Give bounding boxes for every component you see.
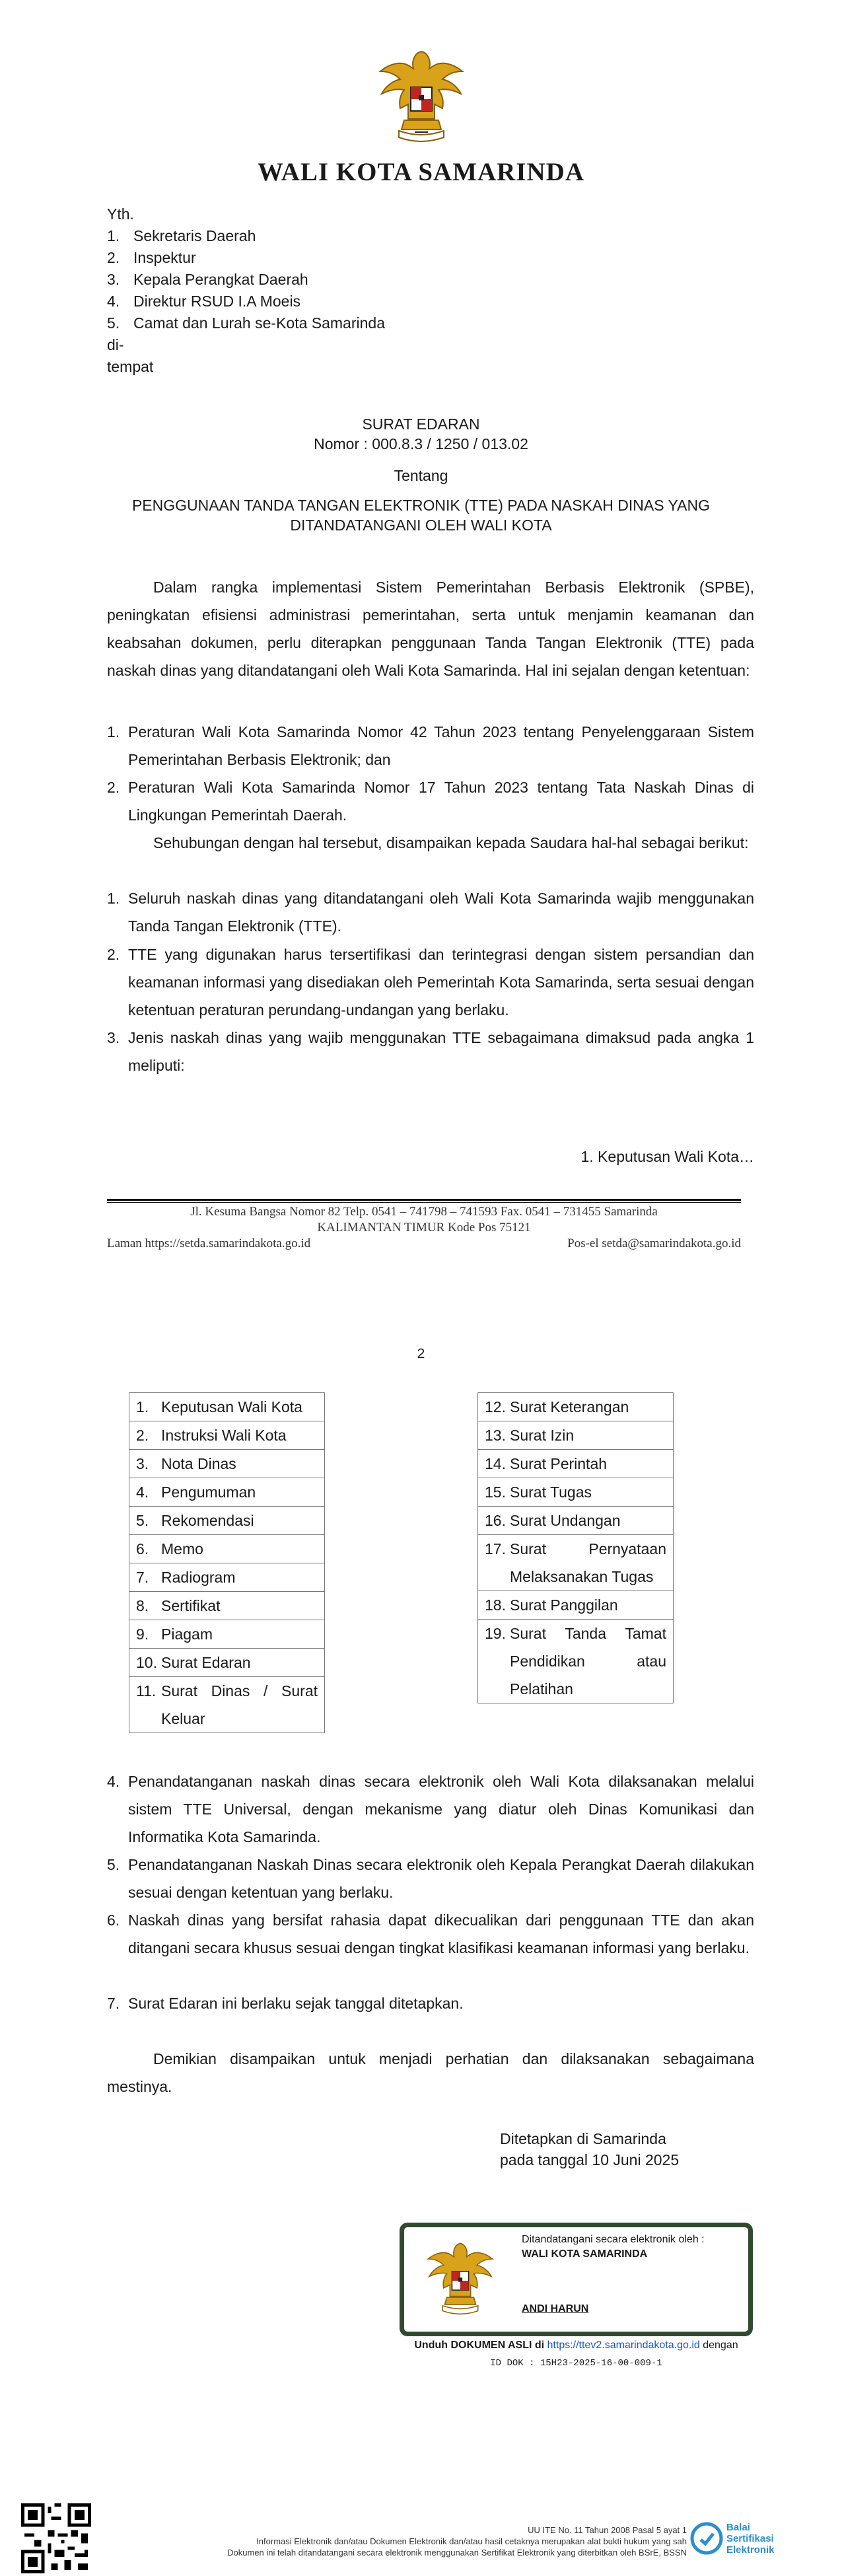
letter-tentang: Tentang [394, 467, 448, 484]
letter-type: SURAT EDARAN [362, 415, 480, 433]
footer-website: Laman https://setda.samarindakota.go.id [107, 1236, 311, 1250]
point-item: 3. Jenis naskah dinas yang wajib menggunakan TTE sebagaimana dimaksud pada angka 1 meliputi: [107, 1029, 754, 1074]
signature-name: ANDI HARUN [522, 2303, 589, 2314]
garuda-emblem-icon [424, 2239, 497, 2322]
table-row: 6. Memo [129, 1535, 325, 1563]
recipient-block [107, 203, 385, 378]
document-id: ID DOK : 15H23-2025-16-00-009-1 [490, 2358, 662, 2369]
download-link[interactable]: https://ttev2.samarindakota.go.id [547, 2340, 700, 2351]
table-row: 2. Instruksi Wali Kota [129, 1421, 325, 1450]
footer-divider-thin [107, 1202, 741, 1203]
footer-email: Pos-el setda@samarindakota.go.id [567, 1236, 741, 1250]
point-item: 5. Penandatanganan Naskah Dinas secara elektronik oleh Kepala Perangkat Daerah dilakukan sesuai dengan ketentuan yang berlaku. [107, 1856, 754, 1901]
table-row: 12. Surat Keterangan [478, 1393, 674, 1421]
letter-subject-line1: PENGGUNAAN TANDA TANGAN ELEKTRONIK (TTE) PADA NASKAH DINAS YANG [131, 497, 711, 514]
point-item: 1. Seluruh naskah dinas yang ditandatangani oleh Wali Kota Samarinda wajib menggunakan Tanda Tangan Elektronik (TTE). [107, 890, 754, 935]
e-signature-box [400, 2223, 753, 2336]
table-row: 10. Surat Edaran [129, 1649, 325, 1677]
regulation-item: 1. Peraturan Wali Kota Samarinda Nomor 42 Tahun 2023 tentang Penyelenggaraan Sistem Pemerintahan Berbasis Elektronik; dan [107, 723, 754, 768]
table-row: 14. Surat Perintah [478, 1450, 674, 1478]
recipient-item: 3. Kepala Perangkat Daerah [107, 271, 308, 288]
table-row: 9. Piagam [129, 1620, 325, 1649]
signature-position: WALI KOTA SAMARINDA [522, 2248, 648, 2260]
closing-paragraph: Demikian disampaikan untuk menjadi perhatian dan dilaksanakan sebagaimana mestinya. [107, 2050, 754, 2095]
ditetapkan-text: Ditetapkan di Samarinda [500, 2130, 666, 2147]
point-item: 2. TTE yang digunakan harus tersertifikasi dan terintegrasi dengan sistem persandian dan keamanan informasi yang disediakan oleh Pemerintah Kota Samarinda, serta sesuai dengan ketentuan peraturan perundang-undangan yang berlaku. [107, 946, 754, 1019]
footer-address-line2: KALIMANTAN TIMUR Kode Pos 75121 [317, 1221, 531, 1234]
recipient-tempat: tempat [107, 358, 154, 375]
table-row: 5. Rekomendasi [129, 1507, 325, 1535]
document-types-table-right [477, 1392, 674, 1703]
regulation-item: 2. Peraturan Wali Kota Samarinda Nomor 17 Tahun 2023 tentang Tata Naskah Dinas di Lingkungan Pemerintah Daerah. [107, 779, 754, 824]
recipient-item: 5. Camat dan Lurah se-Kota Samarinda [107, 314, 385, 332]
signature-label: Ditandatangani secara elektronik oleh : [522, 2234, 705, 2245]
recipient-di: di- [107, 336, 124, 353]
bsre-logo-text: Balai Sertifikasi Elektronik [726, 2522, 775, 2556]
footer-address-line1: Jl. Kesuma Bangsa Nomor 82 Telp. 0541 – 741798 – 741593 Fax. 0541 – 731455 Samarinda [190, 1205, 658, 1219]
table-row: 4. Pengumuman [129, 1478, 325, 1507]
footer-divider [107, 1199, 741, 1201]
page-number: 2 [417, 1346, 425, 1361]
continuation-text: 1. Keputusan Wali Kota… [580, 1148, 754, 1165]
table-row: 15. Surat Tugas [478, 1478, 674, 1507]
recipient-item: 4. Direktur RSUD I.A Moeis [107, 293, 301, 310]
recipient-item: 1. Sekretaris Daerah [107, 227, 256, 244]
table-row: 1. Keputusan Wali Kota [129, 1393, 325, 1421]
intro-paragraph: Dalam rangka implementasi Sistem Pemerintahan Berbasis Elektronik (SPBE), peningkatan efisiensi administrasi pemerintahan, serta untuk menjamin keamanan dan keabsahan dokumen, perlu diterapkan penggunaan Tanda Tangan Elektronik (TTE) pada naskah dinas yang ditandatangani oleh Wali Kota Samarinda. Hal ini sejalan dengan ketentuan: [107, 579, 754, 679]
point-item: 7. Surat Edaran ini berlaku sejak tanggal ditetapkan. [107, 1995, 464, 2012]
document-types-table-left [129, 1392, 325, 1733]
salutation: Yth. [107, 205, 134, 223]
garuda-emblem-icon [375, 46, 468, 152]
qr-code-icon [21, 2503, 91, 2573]
letterhead-title: WALI KOTA SAMARINDA [258, 158, 584, 186]
table-row: 13. Surat Izin [478, 1421, 674, 1450]
letter-number: Nomor : 000.8.3 / 1250 / 013.02 [314, 435, 528, 452]
tanggal-text: pada tanggal 10 Juni 2025 [500, 2151, 680, 2168]
table-row: 18. Surat Panggilan [478, 1591, 674, 1620]
sehubungan-paragraph: Sehubungan dengan hal tersebut, disampaikan kepada Saudara hal-hal sebagai berikut: [153, 834, 749, 851]
table-row: 11. Surat Dinas / Surat Keluar [129, 1677, 325, 1733]
point-item: 4. Penandatanganan naskah dinas secara elektronik oleh Wali Kota dilaksanakan melalui sistem TTE Universal, dengan mekanisme yang diatur oleh Dinas Komunikasi dan Informatika Kota Samarinda. [107, 1773, 754, 1845]
table-row: 8. Sertifikat [129, 1592, 325, 1620]
table-row: 19. Surat Tanda Tamat Pendidikan atau Pelatihan [478, 1620, 674, 1703]
point-item: 6. Naskah dinas yang bersifat rahasia dapat dikecualikan dari penggunaan TTE dan akan ditangani secara khusus sesuai dengan tingkat klasifikasi keamanan informasi yang berlaku. [107, 1912, 754, 1956]
bsre-logo-icon [690, 2522, 723, 2555]
table-row: 16. Surat Undangan [478, 1507, 674, 1535]
table-row: 17. Surat Pernyataan Melaksanakan Tugas [478, 1535, 674, 1591]
recipient-item: 2. Inspektur [107, 249, 196, 266]
table-row: 7. Radiogram [129, 1563, 325, 1592]
letter-subject-line2: DITANDATANGANI OLEH WALI KOTA [290, 517, 552, 534]
bsre-signed-line: Dokumen ini telah ditandatangani secara elektronik menggunakan Sertifikat Elektronik yang diterbitkan oleh BSrE, BSSN [227, 2548, 687, 2558]
uu-ite-line: UU ITE No. 11 Tahun 2008 Pasal 5 ayat 1 [528, 2525, 687, 2535]
bsre-info-line: Informasi Elektronik dan/atau Dokumen Elektronik dan/atau hasil cetaknya merupakan alat bukti hukum yang sah [256, 2536, 687, 2546]
download-line: Unduh DOKUMEN ASLI di https://ttev2.samarindakota.go.id dengan [414, 2340, 738, 2351]
table-row: 3. Nota Dinas [129, 1450, 325, 1478]
